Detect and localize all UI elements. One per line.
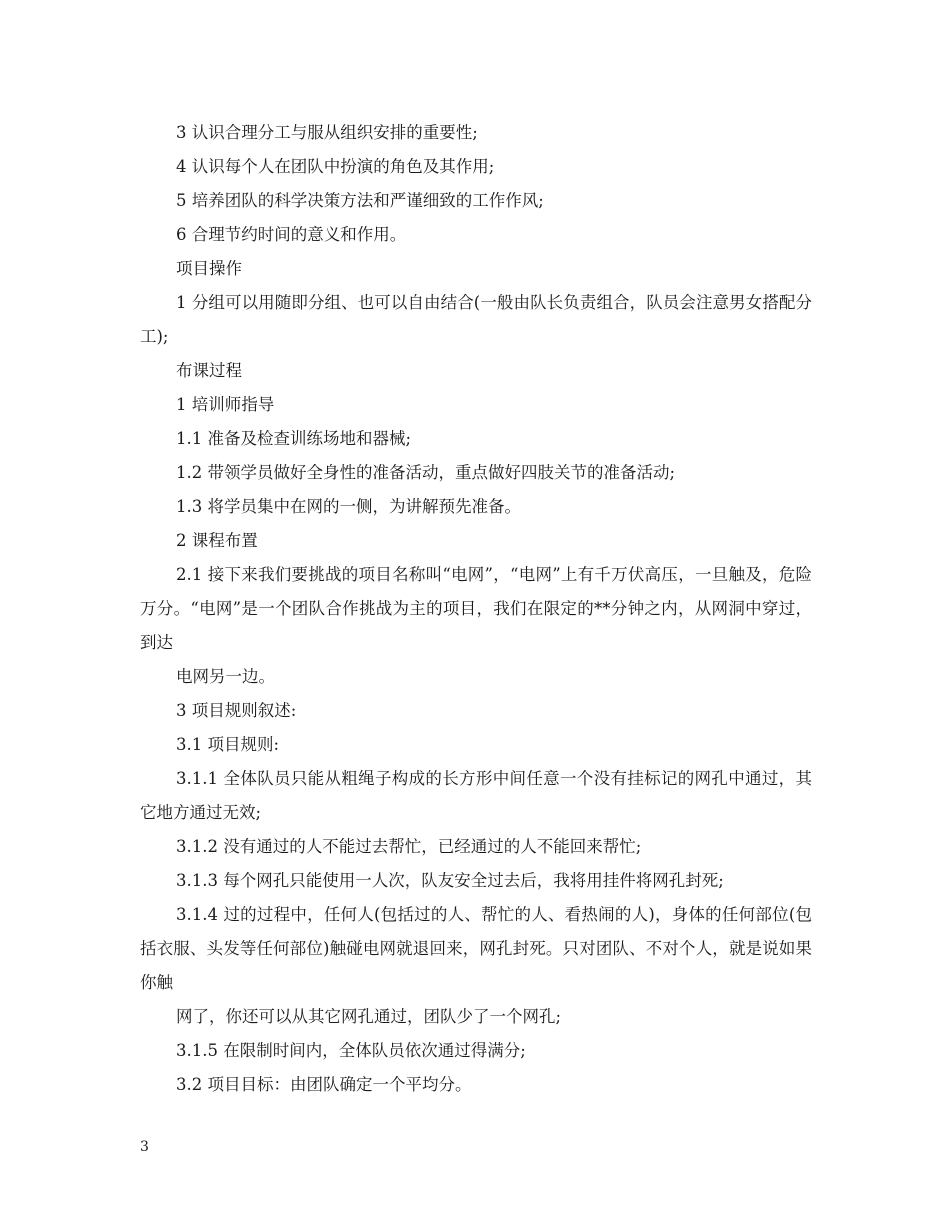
paragraph: 6 合理节约时间的意义和作用。 [176, 225, 407, 244]
section-heading: 布课过程 [176, 361, 242, 380]
page-number: 3 [140, 1139, 149, 1155]
paragraph: 3.1.2 没有通过的人不能过去帮忙，已经通过的人不能回来帮忙; [176, 837, 642, 856]
paragraph: 3.1.5 在限制时间内，全体队员依次通过得满分; [176, 1041, 526, 1060]
paragraph: 2.1 接下来我们要挑战的项目名称叫“电网”，“电网”上有千万伏高压，一旦触及，危险万分。“电网”是一个团队合作挑战为主的项目，我们在限定的**分钟之内，从网洞中穿过，到达 [140, 565, 812, 652]
section-heading: 项目操作 [176, 259, 242, 278]
paragraph: 1.1 准备及检查训练场地和器械; [176, 429, 412, 448]
paragraph: 3 项目规则叙述: [176, 701, 297, 720]
paragraph: 3.1.1 全体队员只能从粗绳子构成的长方形中间任意一个没有挂标记的网孔中通过，其它地方通过无效; [140, 769, 812, 822]
paragraph: 1 培训师指导 [176, 395, 275, 414]
paragraph: 1.2 带领学员做好全身性的准备活动，重点做好四肢关节的准备活动; [176, 463, 676, 482]
paragraph: 5 培养团队的科学决策方法和严谨细致的工作作风; [176, 191, 544, 210]
paragraph: 3.1 项目规则: [176, 735, 280, 754]
paragraph: 3.1.4 过的过程中，任何人(包括过的人、帮忙的人、看热闹的人)，身体的任何部位(包括衣服、头发等任何部位)触碰电网就退回来，网孔封死。只对团队、不对个人，就是说如果你触 [140, 905, 812, 992]
paragraph: 3.2 项目目标：由团队确定一个平均分。 [176, 1075, 472, 1094]
paragraph: 4 认识每个人在团队中扮演的角色及其作用; [176, 157, 495, 176]
paragraph: 1.3 将学员集中在网的一侧，为讲解预先准备。 [176, 497, 521, 516]
paragraph: 3.1.3 每个网孔只能使用一人次，队友安全过去后，我将用挂件将网孔封死; [176, 871, 724, 890]
paragraph: 3 认识合理分工与服从组织安排的重要性; [176, 123, 478, 142]
document-body [140, 116, 812, 1102]
paragraph: 网了，你还可以从其它网孔通过，团队少了一个网孔; [176, 1007, 562, 1026]
paragraph: 电网另一边。 [176, 667, 275, 686]
paragraph: 1 分组可以用随即分组、也可以自由结合(一般由队长负责组合，队员会注意男女搭配分工); [140, 293, 812, 346]
paragraph: 2 课程布置 [176, 531, 258, 550]
